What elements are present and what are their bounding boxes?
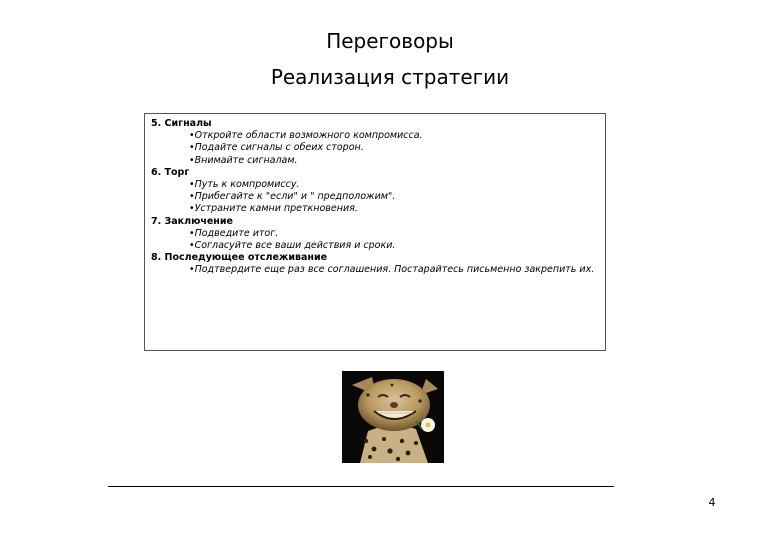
smiling-leopard-photo [342,371,444,463]
section-heading: 5. Сигналы [151,118,212,129]
content-box [144,113,606,351]
section-bargaining [151,167,605,216]
section-heading: 7. Заключение [151,215,233,227]
divider-line [108,486,614,487]
section-follow-up [151,252,605,276]
bullet-item: •Подтвердите еще раз все соглашения. Постарайтесь письменно закрепить их. [189,264,595,276]
section-closing [151,216,605,253]
slide-subtitle: Реализация стратегии [270,65,510,89]
bullet-item: •Откройте области возможного компромисса. [189,130,423,142]
bullet-item: •Внимайте сигналам. [189,154,298,166]
page-number: 4 [708,496,716,509]
section-signals [151,118,605,167]
bullet-item: •Путь к компромиссу. [189,179,300,191]
bullet-item: •Прибегайте к "если" и " предположим". [189,191,396,203]
section-heading: 6. Торг [151,166,190,178]
bullet-item: •Устраните камни преткновения. [189,203,358,215]
section-heading: 8. Последующее отслеживание [151,252,328,264]
bullet-item: •Подведите итог. [189,227,279,239]
bullet-item: •Подайте сигналы с обеих сторон. [189,142,364,154]
bullet-item: •Согласуйте все ваши действия и сроки. [189,240,396,252]
slide-title: Переговоры [326,29,454,53]
